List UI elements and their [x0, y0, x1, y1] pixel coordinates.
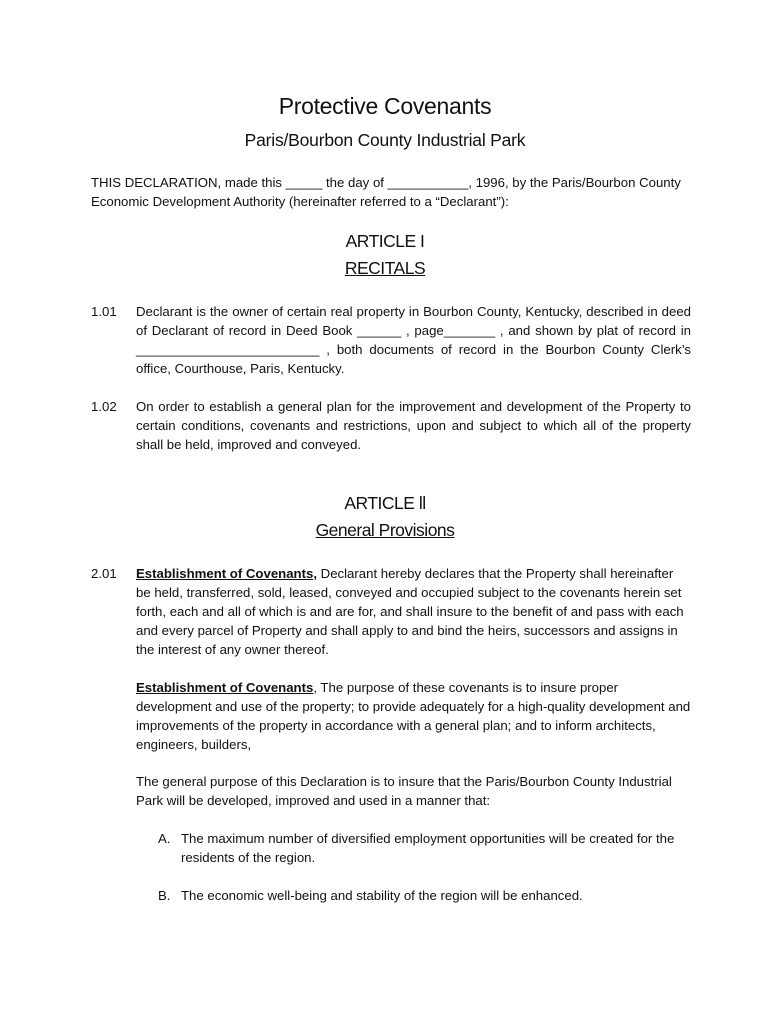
article-1-heading — [0, 228, 770, 282]
document-title: Protective Covenants — [278, 93, 492, 119]
section-number: 1.02 — [91, 399, 117, 414]
section-1-02 — [91, 397, 691, 454]
declaration-intro: THIS DECLARATION, made this _____ the day of ___________, 1996, by the Paris/Bourbon County Economic Development Authority (hereinafter referred to a “Declarant”): — [91, 175, 681, 209]
section-text: Declarant is the owner of certain real property in Bourbon County, Kentucky, described in deed of Declarant of record in Deed Book ______ , page_______ , and shown by plat of record in _________________________ , both documents of record in the Bourbon County Clerk’s office, Courthouse, Paris, Kentucky. — [136, 304, 691, 376]
section-number: 2.01 — [91, 566, 117, 581]
article-1-subtitle: RECITALS — [344, 258, 426, 278]
article-2-heading — [0, 490, 770, 544]
list-marker: A. — [158, 831, 171, 846]
document-subtitle: Paris/Bourbon County Industrial Park — [244, 130, 526, 150]
paragraph-body: , The purpose of these covenants is to insure proper development and use of the property; to provide adequately for a high-quality development and improvements of the property in accordance with a general plan; and to inform architects, engineers, builders, — [136, 680, 691, 752]
list-item — [158, 829, 688, 867]
article-2-title: ARTICLE ll — [344, 493, 426, 513]
section-lead: Establishment of Covenants, — [136, 566, 317, 581]
section-body: Declarant hereby declares that the Property shall hereinafter be held, transferred, sold, leased, conveyed and occupied subject to the covenants herein set forth, each and all of which is and are for, and shall insure to the benefit of and pass with each and every parcel of Property and shall apply to and bind the heirs, successors and assigns in the interest of any owner thereof. — [136, 566, 684, 657]
paragraph-lead: Establishment of Covenants — [136, 680, 314, 695]
section-text — [136, 564, 691, 659]
article-2-subtitle: General Provisions — [315, 520, 455, 540]
list-text: The maximum number of diversified employment opportunities will be created for the residents of the region. — [181, 831, 675, 865]
general-purpose-paragraph: The general purpose of this Declaration is to insure that the Paris/Bourbon County Industrial Park will be developed, improved and used in a manner that: — [136, 774, 672, 808]
section-text: On order to establish a general plan for the improvement and development of the Property to certain conditions, covenants and restrictions, upon and subject to which all of the property shall be held, improved and conveyed. — [136, 399, 691, 452]
list-item — [158, 886, 688, 905]
section-2-01 — [91, 564, 691, 659]
purpose-paragraph — [136, 678, 691, 754]
article-1-title: ARTICLE I — [345, 231, 425, 251]
list-text: The economic well-being and stability of the region will be enhanced. — [181, 888, 583, 903]
section-number: 1.01 — [91, 304, 117, 319]
section-1-01 — [91, 302, 691, 378]
list-marker: B. — [158, 888, 171, 903]
